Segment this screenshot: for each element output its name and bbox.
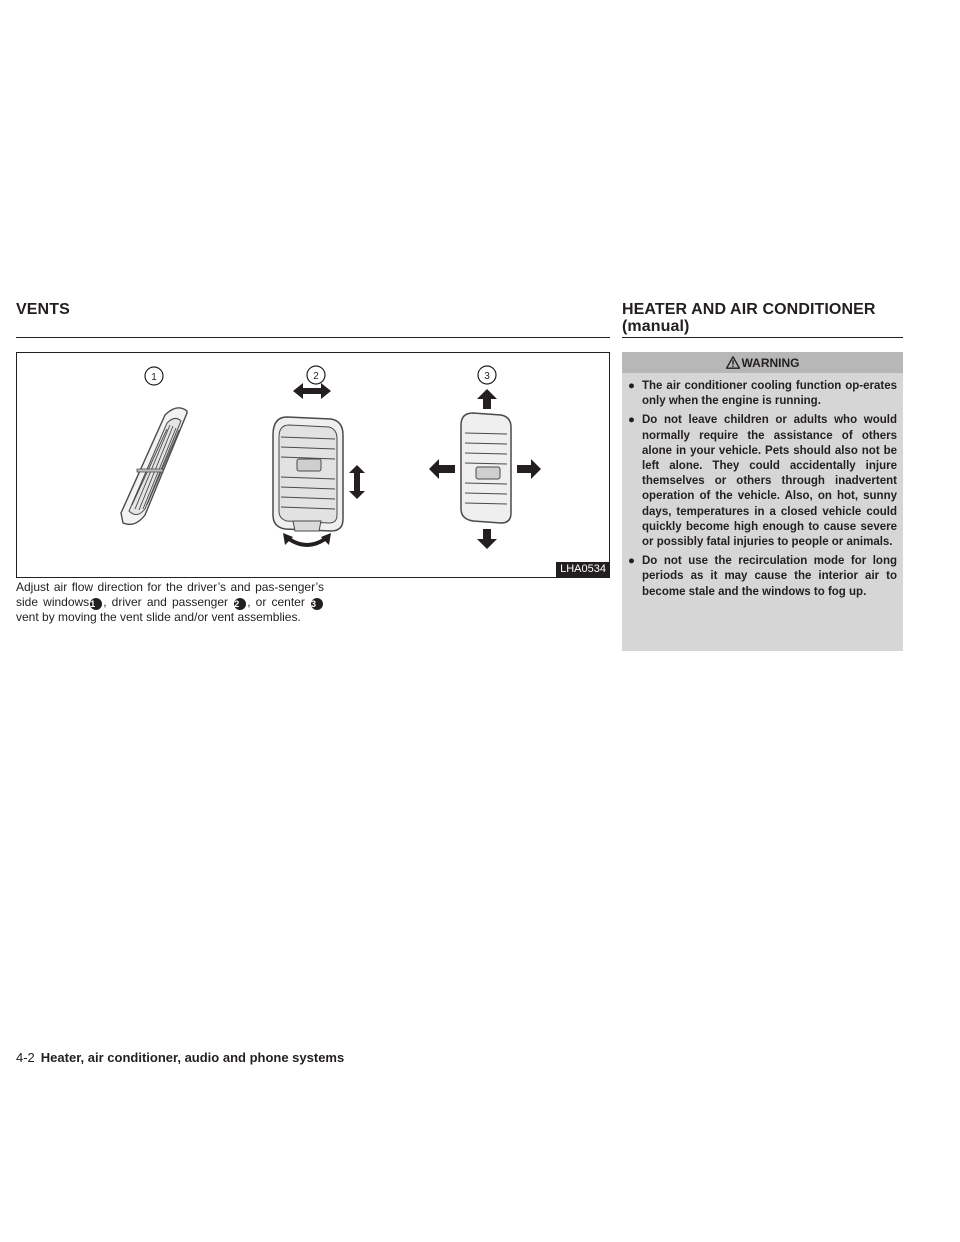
center-vent (429, 389, 541, 549)
body-text-part3: , or center (247, 595, 305, 610)
callout-1 (145, 367, 163, 385)
side-window-vent (121, 408, 187, 525)
body-text-part1: Adjust air flow direction for the driver’s and pas-senger’s side windows (16, 580, 324, 610)
marker-1: 1 (90, 598, 102, 610)
warning-box (622, 352, 903, 651)
warning-icon (726, 356, 740, 369)
callout-3-text: 3 (484, 371, 490, 382)
section-heading-vents: VENTS (16, 301, 70, 318)
warning-item (628, 554, 897, 600)
page-footer (16, 1050, 344, 1066)
marker-2: 2 (234, 598, 246, 610)
heading-rule-right (622, 337, 903, 338)
warning-title: WARNING (741, 355, 800, 370)
warning-item-text: Do not use the recirculation mode for long periods as it may cause the interior air to become stale and the windows to fog up. (642, 555, 897, 598)
callout-2 (307, 366, 325, 384)
page-number: 4-2 (16, 1050, 35, 1065)
body-text-part4: vent by moving the vent slide and/or vent assemblies. (16, 610, 301, 625)
warning-header (622, 352, 903, 373)
section-heading-heater-line1: HEATER AND AIR CONDITIONER (622, 301, 876, 318)
warning-item-text: Do not leave children or adults who would normally require the assistance of others alone in your vehicle. Pets should also not be left alone. They could accidentally injure themselves or others through inadvertent operation of the vehicle. Also, on hot, sunny days, temperatures in a closed vehicle could quickly become high enough to cause severe or possibly fatal injuries to people or animals. (642, 414, 897, 549)
warning-list (622, 373, 903, 600)
warning-item (628, 413, 897, 550)
callout-2-text: 2 (313, 371, 319, 382)
vents-drawing (17, 353, 611, 579)
body-paragraph (16, 580, 324, 626)
callout-1-text: 1 (151, 372, 157, 383)
warning-item (628, 379, 897, 409)
warning-item-text: The air conditioner cooling function op-erates only when the engine is running. (642, 380, 897, 408)
bullet-icon: ● (628, 555, 635, 568)
bullet-icon: ● (628, 414, 635, 427)
callout-3 (478, 366, 496, 384)
body-text-part2: , driver and passenger (103, 595, 229, 610)
marker-3: 3 (311, 598, 323, 610)
section-heading-heater-line2: (manual) (622, 318, 690, 335)
footer-chapter-title: Heater, air conditioner, audio and phone systems (40, 1050, 345, 1065)
heading-rule-left (16, 337, 610, 338)
driver-passenger-vent (273, 383, 365, 545)
figure-code: LHA0534 (556, 562, 609, 577)
vents-illustration (16, 352, 610, 578)
bullet-icon: ● (628, 380, 635, 392)
